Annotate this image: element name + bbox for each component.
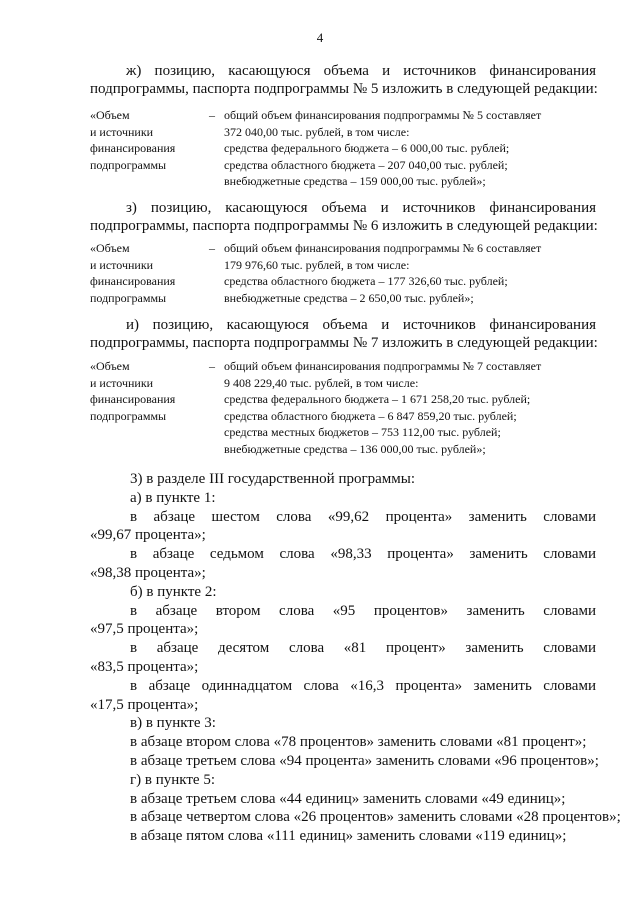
- list-item: в абзаце третьем слова «44 единиц» заменить словами «49 единиц»;: [130, 790, 566, 807]
- list-item: а) в пункте 1:: [130, 489, 216, 506]
- list-item: в абзаце шестом слова «99,62 процента» заменить словами: [130, 508, 596, 525]
- passport-label: «Объем и источники финансирования подпрограммы: [90, 241, 176, 305]
- list-item: в) в пункте 3:: [130, 715, 216, 732]
- list-item: в абзаце пятом слова «111 единиц» заменить словами «119 единиц»;: [130, 828, 567, 845]
- list-item: 3) в разделе III государственной программы:: [130, 471, 416, 487]
- list-item: в абзаце одиннадцатом слова «16,3 процента» заменить словами: [130, 677, 596, 694]
- intro-line: ж) позицию, касающуюся объема и источников финансирования: [126, 63, 596, 79]
- section-z-intro: [90, 199, 596, 235]
- list-item: в абзаце седьмом слова «98,33 процента» заменить словами: [130, 546, 596, 563]
- intro-line: подпрограммы, паспорта подпрограммы № 7 изложить в следующей редакции:: [90, 335, 598, 351]
- list-item: в абзаце десятом слова «81 процент» заменить словами: [130, 640, 596, 657]
- section-i-intro: [90, 316, 596, 352]
- list-item: «99,67 процента»;: [90, 527, 206, 544]
- list-item: г) в пункте 5:: [130, 771, 216, 788]
- list-item: «98,38 процента»;: [90, 564, 206, 581]
- intro-line: подпрограммы, паспорта подпрограммы № 6 изложить в следующей редакции:: [90, 218, 598, 234]
- list-item: в абзаце втором слова «78 процентов» заменить словами «81 процент»;: [130, 734, 587, 751]
- list-item: в абзаце втором слова «95 процентов» заменить словами: [130, 602, 596, 619]
- list-item: в абзаце четвертом слова «26 процентов» заменить словами «28 процентов»;: [130, 809, 621, 826]
- amendments-list: [90, 470, 621, 846]
- passport-label: «Объем и источники финансирования подпрограммы: [90, 359, 176, 423]
- passport-label: «Объем и источники финансирования подпрограммы: [90, 108, 176, 172]
- section-zh-intro: [90, 62, 596, 98]
- intro-line: и) позицию, касающуюся объема и источников финансирования: [126, 317, 596, 333]
- page-number: 4: [316, 30, 324, 45]
- passport-value: общий объем финансирования подпрограммы № 6 составляет 179 976,60 тыс. рублей, в том числе: средства областного бюджета – 177 326,60 тыс. рублей; внебюджетные средства – 2 650,00 тыс. рублей»;: [224, 241, 542, 305]
- passport-value: общий объем финансирования подпрограммы № 5 составляет 372 040,00 тыс. рублей, в том числе: средства федерального бюджета – 6 000,00 тыс. рублей; средства областного бюджета – 207 040,00 тыс. рублей; внебюджетные средства – 159 000,00 тыс. рублей»;: [224, 108, 542, 188]
- dash: –: [209, 241, 215, 255]
- list-item: в абзаце третьем слова «94 процента» заменить словами «96 процентов»;: [130, 752, 599, 769]
- list-item: «83,5 процента»;: [90, 658, 199, 675]
- dash: –: [209, 359, 215, 373]
- passport-value: общий объем финансирования подпрограммы № 7 составляет 9 408 229,40 тыс. рублей, в том числе: средства федерального бюджета – 1 671 258,20 тыс. рублей; средства областного бюджета – 6 847 859,20 тыс. рублей; средства местных бюджетов – 753 112,00 тыс. рублей; внебюджетные средства – 136 000,00 тыс. рублей»;: [224, 359, 542, 456]
- intro-line: з) позицию, касающуюся объема и источников финансирования: [126, 200, 596, 216]
- list-item: б) в пункте 2:: [130, 583, 217, 600]
- list-item: «97,5 процента»;: [90, 621, 199, 638]
- intro-line: подпрограммы, паспорта подпрограммы № 5 изложить в следующей редакции:: [90, 81, 598, 97]
- dash: –: [209, 108, 215, 122]
- list-item: «17,5 процента»;: [90, 696, 199, 713]
